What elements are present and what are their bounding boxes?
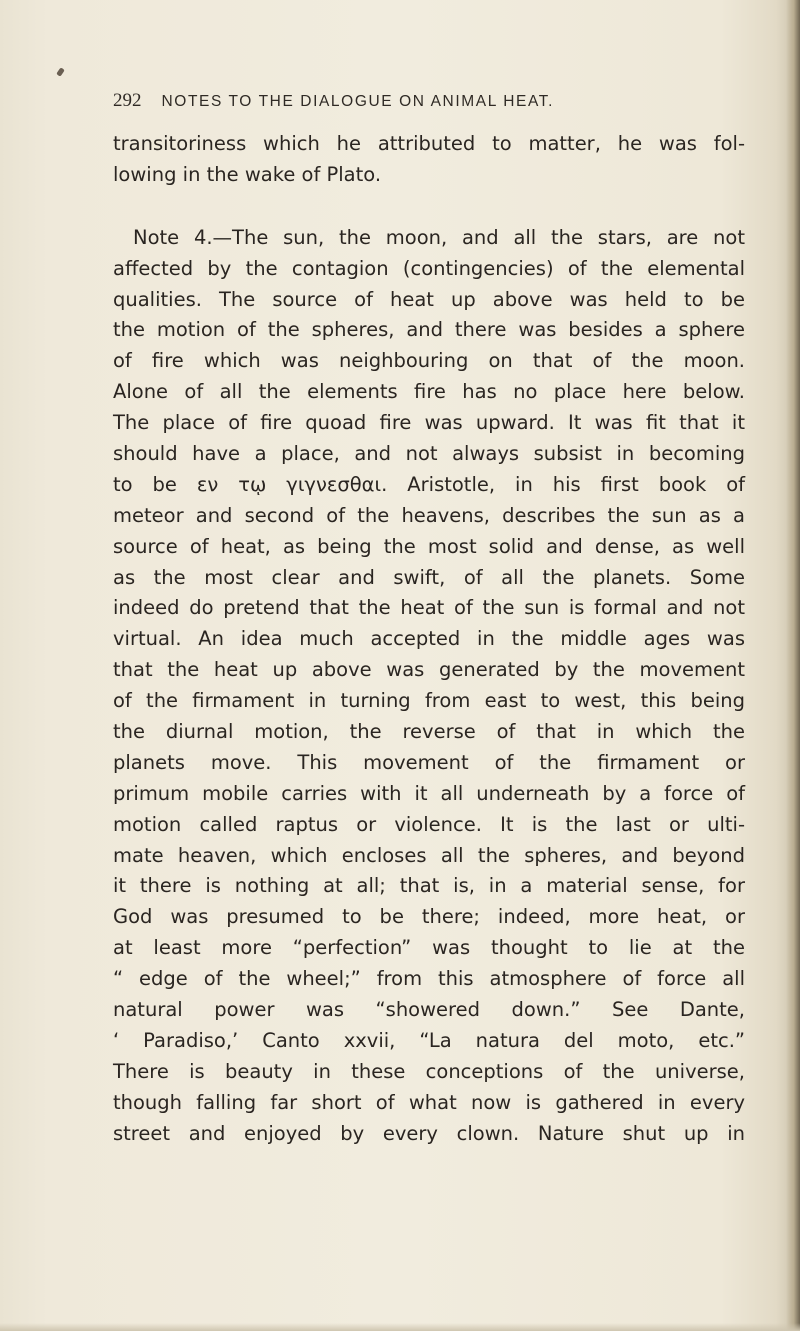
text-line: lowing in the wake of Plato.	[113, 162, 382, 186]
ink-mark	[56, 67, 65, 76]
text-line: at least more “perfection” was thought to lie at the	[113, 936, 745, 960]
text-line: of the firmament in turning from east to west, this being	[113, 689, 745, 713]
text-line: natural power was “showered down.” See Dante,	[113, 998, 745, 1022]
text-line: primum mobile carries with it all underneath by a force of	[113, 781, 745, 805]
text-line: mate heaven, which encloses all the spheres, and beyond	[113, 843, 745, 867]
text-line: There is beauty in these conceptions of the universe,	[113, 1059, 745, 1083]
text-line: virtual. An idea much accepted in the middle ages was	[113, 627, 745, 651]
text-line: the motion of the spheres, and there was besides a sphere	[113, 318, 745, 342]
page-number: 292	[113, 90, 142, 111]
text-line: should have a place, and not always subsist in becoming	[113, 442, 745, 466]
text-line: ‘ Paradiso,’ Canto xxvii, “La natura del moto, etc.”	[113, 1028, 745, 1052]
text-line: Alone of all the elements fire has no place here below.	[113, 380, 745, 404]
page-bottom-shadow	[0, 1323, 800, 1331]
text-line: as the most clear and swift, of all the planets. Some	[113, 565, 745, 589]
text-line: affected by the contagion (contingencies) of the elemental	[113, 256, 745, 280]
text-line: transitoriness which he attributed to matter, he was fol-	[113, 132, 745, 155]
text-line: street and enjoyed by every clown. Nature shut up in	[113, 1121, 745, 1145]
text-line: that the heat up above was generated by the movement	[113, 658, 745, 682]
text-line: meteor and second of the heavens, describes the sun as a	[113, 503, 745, 527]
text-line: source of heat, as being the most solid and dense, as well	[113, 534, 745, 558]
body-text	[113, 129, 745, 1150]
paragraph-gap	[113, 191, 745, 223]
page-edge-shadow	[786, 0, 800, 1331]
page-header	[113, 90, 554, 112]
text-line: though falling far short of what now is gathered in every	[113, 1090, 745, 1114]
text-line: the diurnal motion, the reverse of that in which the	[113, 720, 745, 744]
text-line: Note 4.—The sun, the moon, and all the stars, are not	[133, 225, 745, 249]
text-line: The place of fire quoad fire was upward. It was fit that it	[113, 411, 745, 435]
text-line: motion called raptus or violence. It is the last or ulti-	[113, 812, 745, 836]
running-head: NOTES TO THE DIALOGUE ON ANIMAL HEAT.	[161, 93, 555, 110]
text-line: “ edge of the wheel;” from this atmosphere of force all	[113, 967, 745, 991]
paragraph-intro	[113, 129, 745, 191]
paragraph-note-4	[113, 223, 745, 1150]
text-line: it there is nothing at all; that is, in a material sense, for	[113, 874, 745, 898]
text-line: God was presumed to be there; indeed, more heat, or	[113, 905, 745, 929]
text-line: qualities. The source of heat up above was held to be	[113, 287, 745, 311]
text-line: to be εν τῳ γιγνεσθαι. Aristotle, in his first book of	[113, 472, 745, 496]
text-line: planets move. This movement of the firmament or	[113, 750, 745, 774]
text-line: indeed do pretend that the heat of the sun is formal and not	[113, 596, 745, 620]
text-line: of fire which was neighbouring on that of the moon.	[113, 349, 745, 373]
